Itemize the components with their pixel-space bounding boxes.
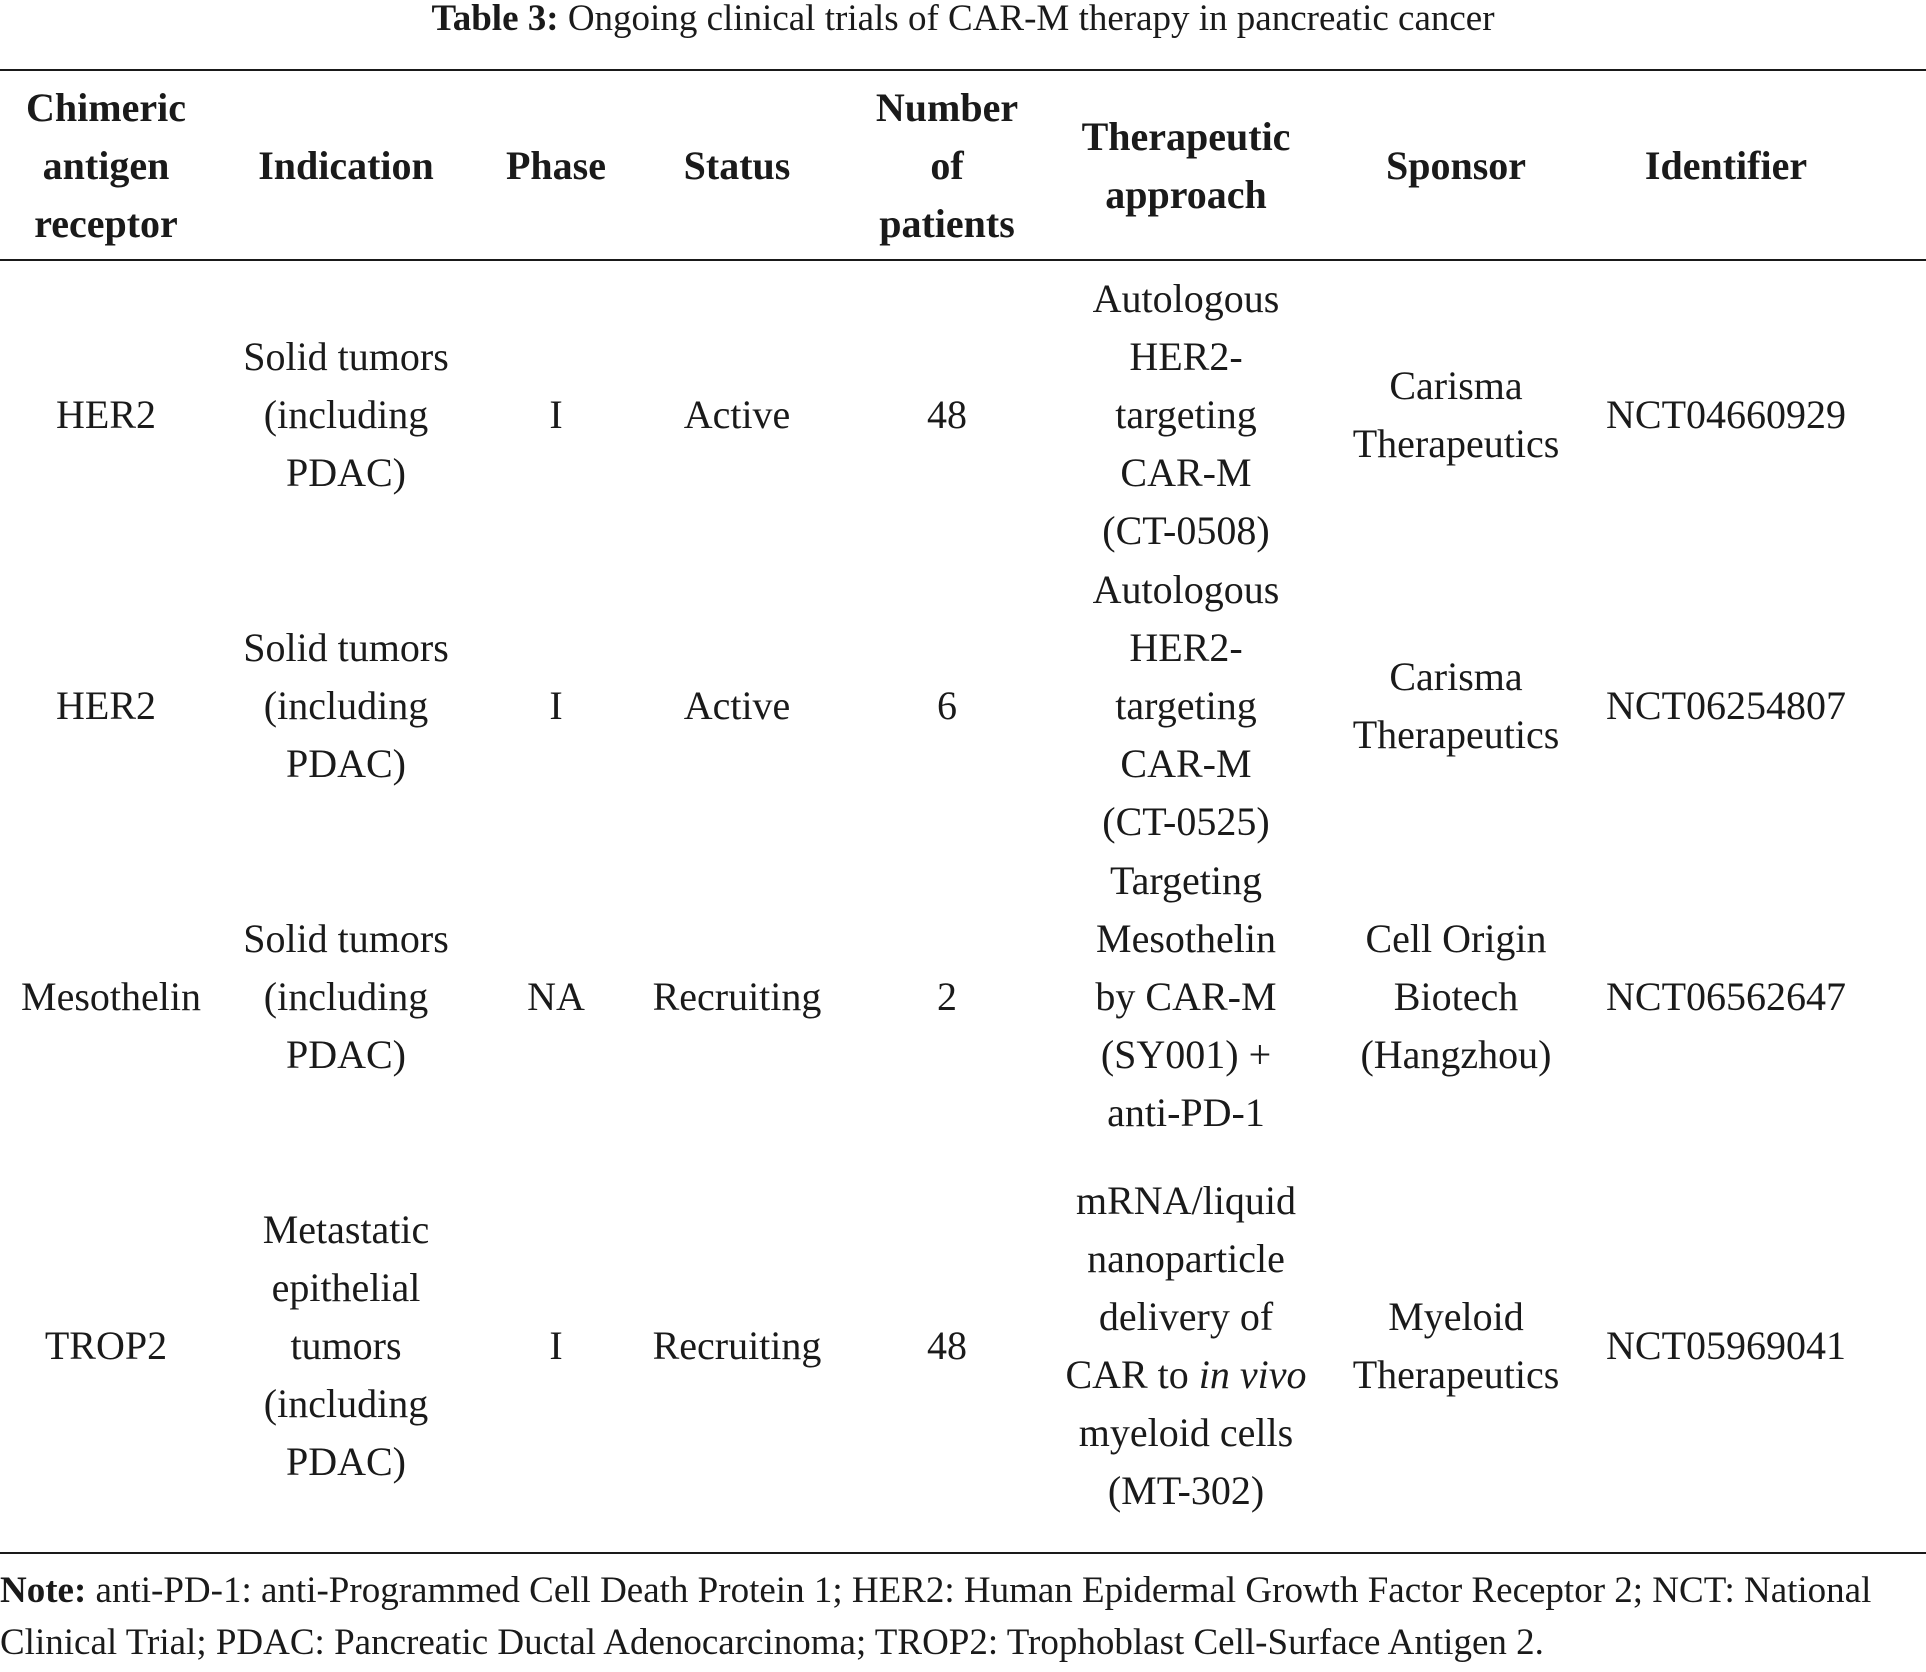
cell-phase: I — [549, 392, 563, 437]
cell-phase: I — [549, 683, 563, 728]
cell-status: Recruiting — [652, 974, 822, 1019]
cell-car: HER2 — [56, 683, 156, 728]
note-text: anti-PD-1: anti-Programmed Cell Death Protein 1; HER2: Human Epidermal Growth Factor Receptor 2; NCT: National Clinical Trial; PDAC: Pancreatic Ductal Adenocarcinoma; TROP2: Trophoblast Cell-Surface Antigen 2. — [0, 1570, 1872, 1663]
cell-identifier: NCT05969041 — [1606, 1323, 1846, 1368]
header-sponsor: Sponsor — [1385, 143, 1527, 188]
cell-car: TROP2 — [44, 1323, 168, 1368]
cell-status: Recruiting — [652, 1323, 822, 1368]
caption-label: Table 3: — [431, 0, 559, 39]
cell-status: Active — [683, 392, 791, 437]
cell-patients: 2 — [937, 974, 957, 1019]
header-status: Status — [683, 143, 791, 188]
cell-status: Active — [683, 683, 791, 728]
cell-car: HER2 — [56, 392, 156, 437]
cell-indication: Solid tumors (including PDAC) — [243, 625, 449, 786]
header-identifier: Identifier — [1644, 143, 1808, 188]
header-indication: Indication — [258, 143, 434, 188]
cell-approach: Autologous HER2-targeting CAR-M (CT-0525) — [1092, 567, 1280, 844]
cell-identifier: NCT06254807 — [1606, 683, 1846, 728]
cell-patients: 48 — [927, 1323, 967, 1368]
italic-in: in — [1198, 1352, 1230, 1397]
cell-patients: 6 — [937, 683, 957, 728]
cell-car: Mesothelin — [21, 974, 201, 1019]
table-caption — [0, 0, 1926, 40]
header-rule — [0, 259, 1926, 261]
cell-identifier: NCT04660929 — [1606, 392, 1846, 437]
cell-sponsor: Myeloid Therapeutics — [1352, 1294, 1560, 1397]
cell-approach: Targeting Mesothelin by CAR-M (SY001) + anti-PD-1 — [1095, 858, 1277, 1135]
cell-approach: mRNA/liquid nanoparticle delivery of CAR to in vivo myeloid cells (MT-302) — [1065, 1178, 1307, 1513]
note-label: Note: — [0, 1570, 87, 1611]
header-phase: Phase — [506, 143, 606, 188]
cell-indication: Metastatic epithelial tumors (including PDAC) — [262, 1207, 430, 1484]
header-approach: Therapeutic approach — [1081, 114, 1291, 217]
bottom-rule — [0, 1552, 1926, 1554]
header-patients: Number of patients — [875, 85, 1019, 246]
cell-identifier: NCT06562647 — [1606, 974, 1846, 1019]
cell-indication: Solid tumors (including PDAC) — [243, 334, 449, 495]
cell-sponsor: Carisma Therapeutics — [1352, 363, 1560, 466]
italic-vivo: vivo — [1239, 1352, 1307, 1397]
caption-text: Ongoing clinical trials of CAR-M therapy in pancreatic cancer — [567, 0, 1495, 39]
cell-phase: I — [549, 1323, 563, 1368]
cell-sponsor: Carisma Therapeutics — [1352, 654, 1560, 757]
cell-sponsor: Cell Origin Biotech (Hangzhou) — [1360, 916, 1552, 1077]
table-note — [0, 1565, 1926, 1669]
cell-approach: Autologous HER2-targeting CAR-M (CT-0508) — [1092, 276, 1280, 553]
cell-patients: 48 — [927, 392, 967, 437]
cell-indication: Solid tumors (including PDAC) — [243, 916, 449, 1077]
header-car: Chimeric antigen receptor — [26, 85, 186, 246]
top-rule — [0, 69, 1926, 71]
cell-phase: NA — [527, 974, 585, 1019]
